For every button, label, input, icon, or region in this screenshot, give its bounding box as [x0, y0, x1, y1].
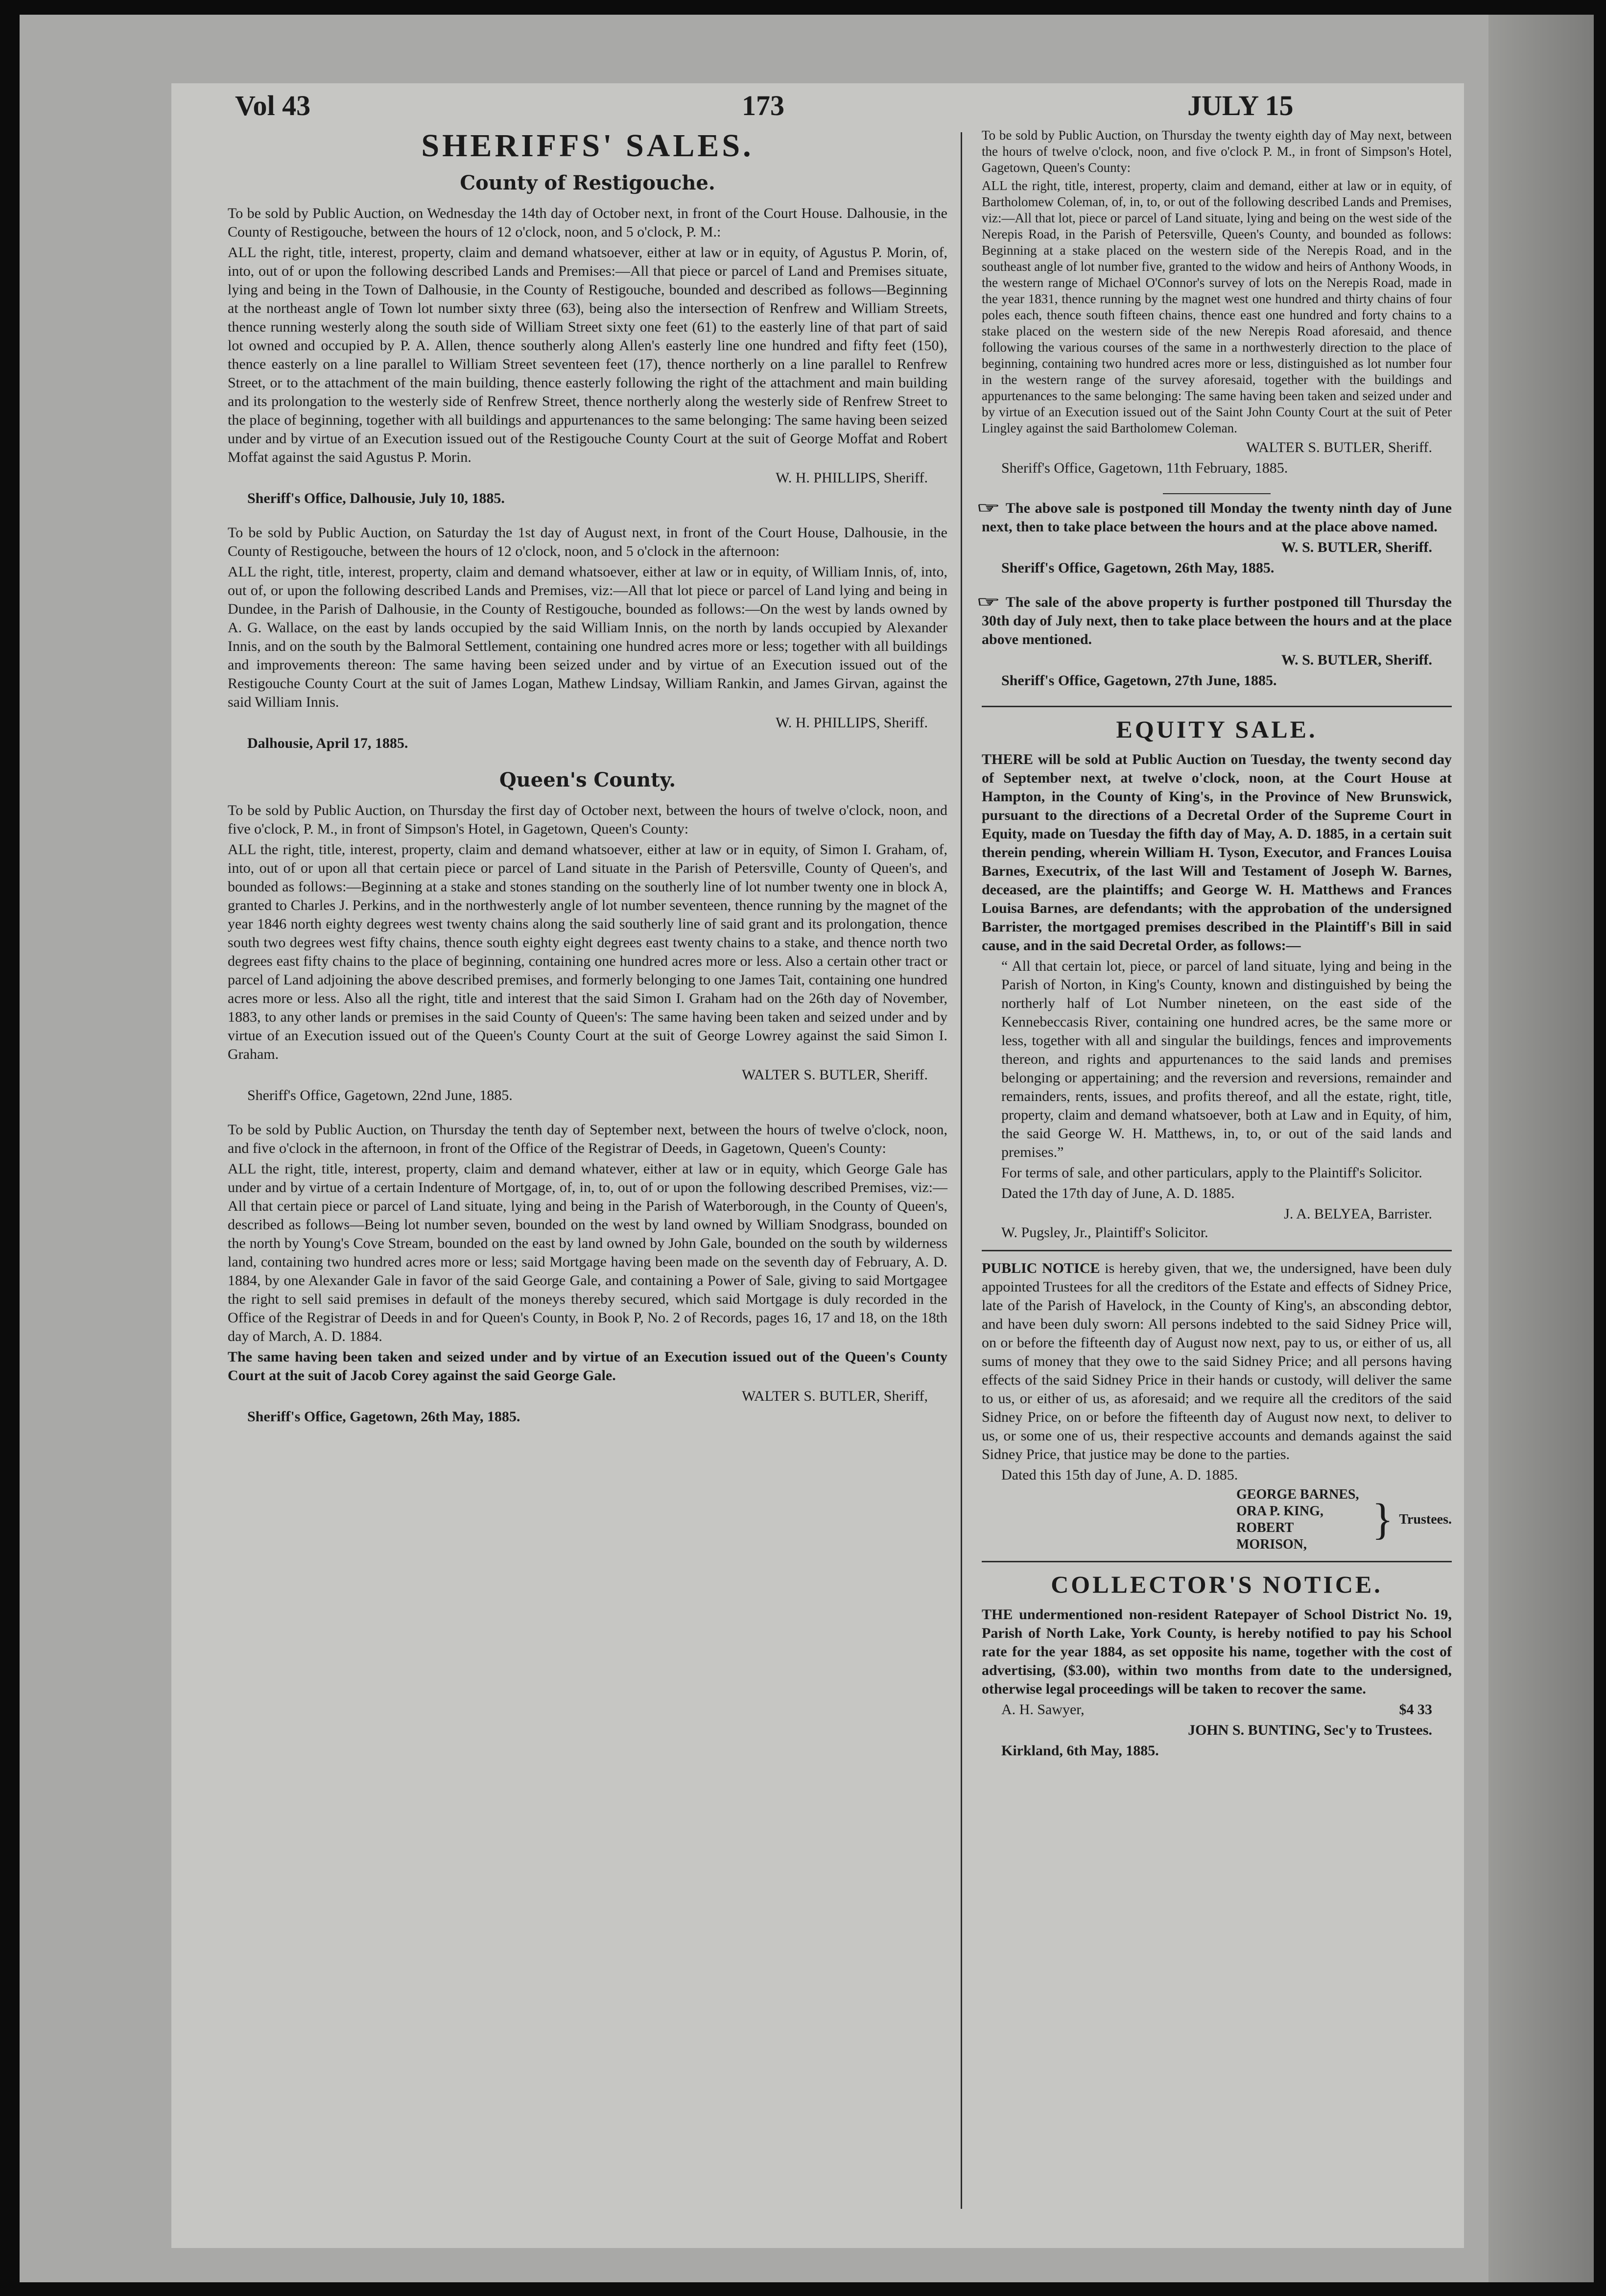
sale-1-lead: To be sold by Public Auction, on Wednesday the 14th day of October next, in front of the Court House. Dalhousie, in the County of Restigouche, between the hours of 12 o'clock, noon, and 5 o'clock, P. M.:: [228, 205, 947, 240]
public-notice: [982, 1259, 1452, 1464]
right-column: [976, 127, 1452, 2228]
left-column: [228, 127, 947, 2228]
collectors-notice-body: THE undermentioned non-resident Ratepayer of School District No. 19, Parish of North Lake, York County, is hereby notified to pay his School rate for the year 1884, as set opposite his name, together with the cost of advertising, ($3.00), within two months from date to the undersigned, otherwise legal proceedings will be taken to recover the same.: [982, 1606, 1452, 1697]
public-notice-body: is hereby given, that we, the undersigned, have been duly appointed Trustees for all the creditors of the Estate and effects of Sidney Price, late of the Parish of Havelock, in the County of King's, an absconding debtor, and have been duly sworn: All persons indebted to the said Sidney Price will, on or before the fifteenth day of August now next, pay to us, or either of us, all sums of money that they owe to the said Sidney Price; and all persons having effects of the said Sidney Price in their hands or custody, will deliver the same to us, or either of us, as aforesaid; and we require all the creditors of the said Sidney Price, on or before the fifteenth day of August now next, to deliver to us, or some one of us, their respective accounts and demands against the said Sidney Price, that justice may be done to the parties.: [982, 1260, 1452, 1462]
sale-3-office: Sheriff's Office, Gagetown, 22nd June, 1885.: [247, 1087, 513, 1103]
sale-3-lead: To be sold by Public Auction, on Thursday the first day of October next, between the hours of twelve o'clock, noon, and five o'clock, P. M., in front of Simpson's Hotel, in Gagetown, Queen's County:: [228, 802, 947, 837]
ratepayer-name: A. H. Sawyer,: [1001, 1701, 1085, 1718]
sale-2-office: Dalhousie, April 17, 1885.: [247, 735, 408, 751]
divider: [982, 1561, 1452, 1562]
newspaper-page: [171, 83, 1464, 2248]
trustee-names: [1236, 1486, 1366, 1553]
sale-4-tail: The same having been taken and seized under and by virtue of an Execution issued out of the Queen's County Court at the suit of Jacob Corey against the said George Gale.: [228, 1349, 947, 1384]
collectors-place-date: Kirkland, 6th May, 1885.: [1001, 1743, 1159, 1759]
column-rule: [961, 132, 962, 2209]
sale-5-signature: WALTER S. BUTLER, Sheriff.: [1246, 439, 1432, 455]
sale-5-body: ALL the right, title, interest, property, claim and demand, either at law or in equity, of Bartholomew Coleman, of, in, to, or out of the following described Lands and Premises, viz:—All that lot, piece or parcel of Land situate, lying and being on the west side of the Nerepis Road, in the Parish of Petersville, Queen's County, and bounded as follows: Beginning at a stake placed on the western side of the Nerepis Road, and in the southeast angle of lot number five, granted to the widow and heirs of Anthony Woods, in the western range of Michael O'Connor's survey of lots on the Nerepis Road, made in the year 1831, thence running by the magnet west one hundred and thirty chains of four poles each, thence south fifteen chains, thence east one hundred and forty chains to a stake placed on the western side of the new Nerepis Road aforesaid, and thence following the various courses of the same in a northwesterly direction to the place of beginning, containing two hundred acres more or less, distinguished as lot number four in the western range of the survey aforesaid, together with the buildings and appurtenances to the same belonging: The same having been taken and seized under and by virtue of an Execution issued out of the Saint John County Court at the suit of Peter Lingley against the said Bartholomew Coleman.: [982, 178, 1452, 435]
short-rule: [1163, 493, 1271, 494]
sale-2-body: ALL the right, title, interest, property, claim and demand whatsoever, either at law or in equity, of William Innis, of, into, out of, or upon the following described Lands and Premises, viz:—All that lot piece or parcel of Land lying and being in Dundee, in the Parish of Dalhousie, in the County of Restigouche, bounded as follows:—On the west by lands owned by A. G. Wallace, on the east by lands occupied by the said William Innis, on the north by lands occupied by Alexander Innis, and on the south by the Balmoral Settlement, containing one hundred acres more or less; together with all buildings and improvements thereon: The same having been seized under and by virtue of an Execution issued out of the Restigouche County Court at the suit of James Logan, Mathew Lindsay, William Rankin, and James Girvan, against the said William Innis.: [228, 564, 947, 710]
volume-number: Vol 43: [235, 90, 311, 121]
divider: [982, 1250, 1452, 1251]
trustees-block: [982, 1486, 1452, 1553]
postponement-2: [976, 593, 1452, 649]
page-number: 173: [742, 90, 784, 121]
postponement-2-signature: W. S. BUTLER, Sheriff.: [1281, 652, 1432, 668]
equity-sale-body: THERE will be sold at Public Auction on Tuesday, the twenty second day of September next, at twelve o'clock, noon, at the Court House at Hampton, in the County of King's, in the Province of New Brunswick, pursuant to the directions of a Decretal Order of the Supreme Court in Equity, made on Tuesday the fifth day of May, A. D. 1885, in a certain suit therein pending, wherein William H. Tyson, Executor, and Frances Louisa Barnes, Executrix, of the last Will and Testament of Joseph W. Barnes, deceased, are the plaintiffs; and George W. H. Matthews and Frances Louisa Barnes, are defendants; with the approbation of the undersigned Barrister, the mortgaged premises described in the Plaintiff's Bill in said cause, and in the said Decretal Order, as follows:—: [982, 751, 1452, 954]
postponement-1: [976, 499, 1452, 536]
sale-4-lead: To be sold by Public Auction, on Thursday the tenth day of September next, between the hours of twelve o'clock, noon, and five o'clock in the afternoon, in front of the Office of the Registrar of Deeds, in Gagetown, Queen's County:: [228, 1122, 947, 1156]
public-notice-dated: Dated this 15th day of June, A. D. 1885.: [1001, 1467, 1238, 1483]
collectors-signature: JOHN S. BUNTING, Sec'y to Trustees.: [1188, 1722, 1432, 1738]
sale-4-signature: WALTER S. BUTLER, Sheriff,: [742, 1388, 928, 1404]
issue-date: JULY 15: [1187, 90, 1294, 121]
postponement-2-office: Sheriff's Office, Gagetown, 27th June, 1885.: [1001, 672, 1277, 689]
public-notice-lead: PUBLIC NOTICE: [982, 1260, 1100, 1276]
equity-sale-signature: J. A. BELYEA, Barrister.: [1284, 1206, 1432, 1222]
section-title: SHERIFFS' SALES.: [421, 128, 754, 164]
equity-sale-quote: “ All that certain lot, piece, or parcel of land situate, lying and being in the Parish of Norton, in King's County, known and distinguished by being the northerly half of Lot Number nineteen, on the east side of the Kennebeccasis River, containing one hundred acres, be the same more or less, together with all and singular the buildings, fences and improvements thereon, and rights and appurtenances to the said lands and premises belonging or appertaining; and the reversion and reversions, remainder and remainders, rents, issues, and profits thereof, and all the estate, right, title, property, claim and demand whatsoever, both at Law and in Equity, of him, the said George W. H. Matthews, in, to, or out of the said lands and premises.”: [1001, 958, 1452, 1160]
sale-1-body: ALL the right, title, interest, property, claim and demand whatsoever, either at law or in equity, of Agustus P. Morin, of, into, out of or upon the following described Lands and Premises:—All that piece or parcel of Land and Premises situate, lying and being in the Town of Dalhousie, in the County of Restigouche, bounded and described as follows—Beginning at the northeast angle of Town lot number sixty three (63), being also the intersection of Renfrew and William Streets, thence running westerly along the south side of William Street sixty one feet (61) to the easterly line of that part of said lot owned and occupied by P. A. Allen, thence southerly along Allen's easterly line one hundred and fifty feet (150), thence easterly on a line parallel to William Street seventeen feet (17), thence northerly on a line parallel to Renfrew Street, or to the attachment of the main building, thence easterly following the right of the attachment and main building and its prolongation to the westerly side of Renfrew Street, thence northerly along the westerly side of Renfrew Street to the place of beginning, together with all buildings and appurtenances to the same belonging: The same having been seized under and by virtue of an Execution issued out of the Restigouche County Court at the suit of George Moffat and Robert Moffat against the said Agustus P. Morin.: [228, 244, 947, 465]
sale-2-lead: To be sold by Public Auction, on Saturday the 1st day of August next, in front of the Court House, Dalhousie, in the County of Restigouche, between the hours of 12 o'clock, noon, and 5 o'clock in the afternoon:: [228, 525, 947, 559]
pointing-hand-icon: ☞: [976, 500, 1000, 516]
ratepayer-amount: $4 33: [1399, 1701, 1432, 1718]
sale-1-office: Sheriff's Office, Dalhousie, July 10, 1885.: [247, 490, 505, 506]
postponement-1-office: Sheriff's Office, Gagetown, 26th May, 1885.: [1001, 560, 1275, 576]
trustees-label: Trustees.: [1399, 1512, 1452, 1527]
collectors-notice-title: COLLECTOR'S NOTICE.: [1051, 1571, 1383, 1598]
sale-3-signature: WALTER S. BUTLER, Sheriff.: [742, 1067, 928, 1083]
sale-4-body: ALL the right, title, interest, property, claim and demand whatever, either at law or in equity, which George Gale has under and by virtue of a certain Indenture of Mortgage, of, in, to, out of or upon the following described Premises, viz:—All that certain piece or parcel of Land situate, lying and being in the Parish of Waterborough, in the County of Queen's, described as follows—Being lot number seven, bounded on the west by land owned by William Snodgrass, bounded on the north by Young's Cove Stream, bounded on the east by land owned by John Gale, bounded on the south by wilderness land, containing two hundred acres more or less; said Mortgage having been made on the seventh day of February, A. D. 1884, by one Alexander Gale in favor of the said George Gale, and containing a Power of Sale, giving to said Mortgagee the right to sell said premises in default of the moneys thereby secured, which said Mortgage is duly recorded in the Office of the Registrar of Deeds in and for Queen's County, in Book P, No. 2 of Records, pages 16, 17 and 18, on the 18th day of March, A. D. 1884.: [228, 1161, 947, 1344]
postponement-1-text: The above sale is postponed till Monday the twenty ninth day of June next, then to take place between the hours and at the place above named.: [982, 500, 1452, 535]
pointing-hand-icon: ☞: [976, 594, 1000, 610]
equity-sale-title: EQUITY SALE.: [1116, 716, 1318, 743]
postponement-1-signature: W. S. BUTLER, Sheriff.: [1281, 539, 1432, 555]
sale-5-office: Sheriff's Office, Gagetown, 11th February, 1885.: [1001, 460, 1288, 476]
equity-sale-solicitor: W. Pugsley, Jr., Plaintiff's Solicitor.: [1001, 1224, 1208, 1241]
divider: [982, 706, 1452, 707]
trustee-name: ORA P. KING,: [1236, 1504, 1323, 1519]
sale-1-signature: W. H. PHILLIPS, Sheriff.: [776, 470, 928, 486]
equity-sale-dated: Dated the 17th day of June, A. D. 1885.: [1001, 1185, 1235, 1201]
brace-icon: }: [1372, 1495, 1393, 1544]
trustee-name: GEORGE BARNES,: [1236, 1487, 1359, 1502]
sale-5-lead: To be sold by Public Auction, on Thursday the twenty eighth day of May next, between the hours of twelve o'clock, noon, and five o'clock P. M., in front of Simpson's Hotel, Gagetown, Queen's County:: [982, 128, 1452, 175]
postponement-2-text: The sale of the above property is further postponed till Thursday the 30th day of July next, then to take place between the hours and at the place above mentioned.: [982, 594, 1452, 647]
sale-2-signature: W. H. PHILLIPS, Sheriff.: [776, 715, 928, 731]
sale-3-body: ALL the right, title, interest, property, claim and demand whatsoever, either at law or in equity, of Simon I. Graham, of, into, out of or upon all that certain piece or parcel of Land situate in the Parish of Petersville, County of Queen's, and bounded as follows:—Beginning at a stake and stones standing on the southerly line of lot number twenty one in block A, granted to Charles J. Perkins, and in the northwesterly angle of lot number seventeen, thence running by the magnet of the year 1846 north eighty degrees west twenty chains along the said southerly line of said grant and its prolongation, thence south two degrees west fifty chains, thence south eighty eight degrees east twenty chains to a stake, and thence north two degrees east fifty chains to the place of beginning, containing one hundred acres more or less. Also a certain other tract or parcel of Land adjoining the above described premises, and formerly belonging to one James Tait, containing one hundred acres more or less. Also all the right, title and interest that the said Simon I. Graham had on the 26th day of November, 1883, to any other lands or premises in the said County of Queen's: The same having been taken and seized under and by virtue of an Execution issued out of the Queen's County Court at the suit of George Lowrey against the said Simon I. Graham.: [228, 841, 947, 1062]
equity-sale-terms: For terms of sale, and other particulars, apply to the Plaintiff's Solicitor.: [1001, 1165, 1422, 1181]
page-edge: [1488, 15, 1594, 2282]
county-heading-restigouche: County of Restigouche.: [460, 171, 715, 194]
ratepayer-row: [982, 1700, 1452, 1719]
sale-4-office: Sheriff's Office, Gagetown, 26th May, 1885.: [247, 1409, 520, 1425]
trustee-name: ROBERT MORISON,: [1236, 1520, 1307, 1552]
county-heading-queens: Queen's County.: [499, 768, 676, 791]
